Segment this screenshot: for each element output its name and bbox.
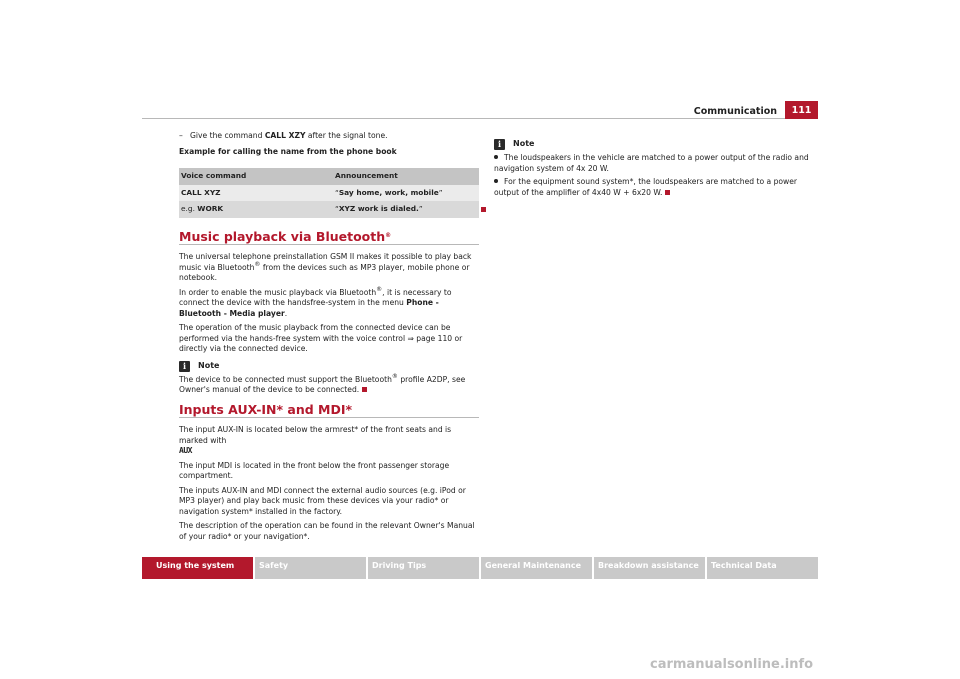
section-heading-aux: Inputs AUX-IN* and MDI* [179, 405, 479, 419]
menu-path: Phone - Bluetooth - Media player [179, 298, 439, 318]
footer-tab-driving-tips[interactable]: Driving Tips [368, 557, 479, 579]
table-header-cell: Voice command [179, 168, 333, 185]
table-cell: CALL XYZ [179, 185, 333, 202]
note-bullet-list [494, 153, 809, 198]
voice-command: CALL XZY [264, 131, 306, 140]
footer-tab-safety[interactable]: Safety [255, 557, 366, 579]
table-cell: e.g. WORK [179, 201, 333, 218]
paragraph: The inputs AUX-IN and MDI connect the external audio sources (e.g. iPod or MP3 player) and play back music from these devices via your radio* or navigation system* installed in the factory. [179, 485, 466, 516]
table-row [179, 201, 479, 218]
paragraph: The input AUX-IN is located below the armrest* of the front seats and is marked with AUX [179, 425, 452, 455]
voice-command-table [179, 168, 479, 218]
paragraph: In order to enable the music playback via Bluetooth®, it is necessary to connect the device with the handsfree-system in the menu Phone - Bluetooth - Media player. [179, 285, 452, 318]
section-end-marker [665, 190, 670, 195]
section-end-marker [362, 387, 367, 392]
paragraph: The description of the operation can be found in the relevant Owner's Manual of your radio* or your navigation*. [179, 521, 475, 541]
note-info-icon: i [494, 139, 505, 150]
note-title: Note [513, 139, 535, 149]
section-end-marker [481, 207, 486, 212]
list-item: For the equipment sound system*, the loudspeakers are matched to a power output of the amplifier of 4x40 W + 6x20 W. [494, 177, 798, 197]
footer-tab-breakdown-assistance[interactable]: Breakdown assistance [594, 557, 705, 579]
table-cell: “XYZ work is dialed.” [333, 201, 479, 218]
footer-nav [142, 557, 820, 579]
section-heading-music: Music playback via Bluetooth® [179, 232, 479, 246]
paragraph: The universal telephone preinstallation GSM II makes it possible to play back music via Bluetooth® from the devices such as MP3 player, mobile phone or notebook. [179, 252, 472, 282]
table-row [179, 185, 479, 202]
footer-tab-using-the-system[interactable]: Using the system [142, 557, 253, 579]
header-rule [142, 118, 818, 119]
watermark: carmanualsonline.info [650, 657, 814, 672]
note-header [179, 361, 479, 372]
table-cell: “Say home, work, mobile” [333, 185, 479, 202]
bullet-icon [494, 155, 498, 159]
paragraph: The operation of the music playback from the connected device can be performed via the hands-free system with the voice control ⇒ page 110 or directly via the connected device. [179, 323, 463, 353]
example-label: Example for calling the name from the phone book [179, 146, 397, 156]
note-text: The device to be connected must support the Bluetooth® profile A2DP, see Owner's manual of the device to be connected. [179, 372, 466, 394]
paragraph: The input MDI is located in the front below the front passenger storage compartment. [179, 460, 450, 480]
page-header-title: Communication [693, 106, 777, 117]
bullet-icon [494, 179, 498, 183]
list-item: The loudspeakers in the vehicle are matched to a power output of the radio and navigation system of 4x 20 W. [494, 153, 809, 173]
note-title: Note [198, 360, 220, 370]
right-column [494, 139, 809, 201]
note-info-icon: i [179, 361, 190, 372]
intro-instruction: – Give the command CALL XZY after the signal tone. [179, 131, 388, 140]
footer-tab-technical-data[interactable]: Technical Data [707, 557, 818, 579]
page-number-badge: 111 [785, 101, 818, 119]
left-column [179, 131, 479, 546]
table-header-row [179, 168, 479, 185]
footer-tab-general-maintenance[interactable]: General Maintenance [481, 557, 592, 579]
table-header-cell: Announcement [333, 168, 479, 185]
aux-symbol: AUX [179, 446, 192, 455]
note-header [494, 139, 809, 150]
